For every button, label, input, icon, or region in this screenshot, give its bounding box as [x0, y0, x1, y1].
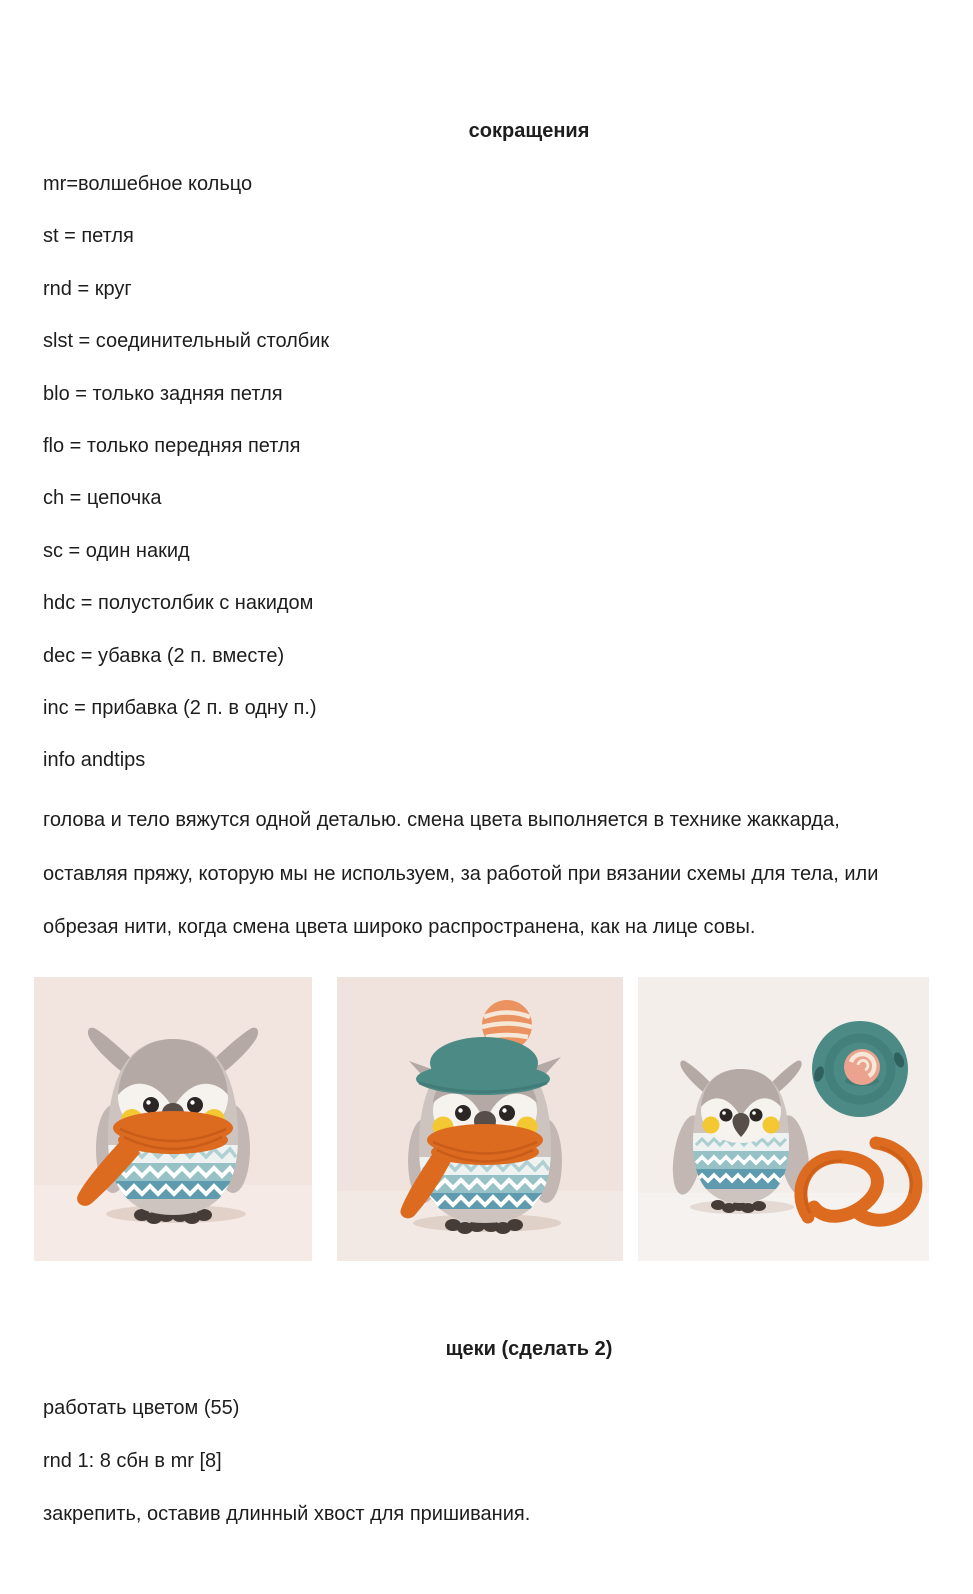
cheeks-instructions — [43, 1396, 953, 1555]
abbreviation-line: sc = один накид — [43, 539, 190, 562]
cheek-left — [703, 1117, 720, 1134]
eye-left — [455, 1105, 471, 1121]
abbreviation-line: dec = убавка (2 п. вместе) — [43, 644, 285, 667]
info-paragraph-line: обрезая нити, когда смена цвета широко распространена, как на лице совы. — [43, 916, 756, 939]
owl-and-accessories-illustration — [638, 977, 929, 1261]
beret-flat — [812, 1021, 908, 1117]
owl-with-scarf-illustration — [34, 977, 312, 1261]
photo-owl-with-accessories-laid-out — [638, 977, 929, 1261]
eye-right — [750, 1109, 763, 1122]
abbreviation-line: flo = только передняя петля — [43, 434, 301, 457]
eye-right — [499, 1105, 515, 1121]
abbreviation-line: ch = цепочка — [43, 487, 162, 510]
abbreviation-line: mr=волшебное кольцо — [43, 173, 253, 195]
beret-brim — [416, 1063, 550, 1095]
eye-left — [143, 1097, 159, 1113]
abbreviation-line: rnd = круг — [43, 277, 132, 300]
abbreviations-title: сокращения — [468, 120, 590, 142]
abbreviation-line: hdc = полустолбик с накидом — [43, 592, 314, 615]
info-paragraph — [43, 808, 953, 969]
abbreviation-line: info andtips — [43, 749, 146, 772]
eye-right — [187, 1097, 203, 1113]
info-paragraph-line: голова и тело вяжутся одной деталью. смена цвета выполняется в технике жаккарда, — [43, 809, 840, 831]
cheek-right — [763, 1117, 780, 1134]
photo-owl-with-scarf — [34, 977, 312, 1261]
abbreviation-line: slst = соединительный столбик — [43, 330, 330, 353]
abbreviations-list — [43, 172, 953, 801]
photo-owl-with-beret-and-scarf — [337, 977, 623, 1261]
cheeks-instruction-line: закрепить, оставив длинный хвост для пришивания. — [43, 1503, 531, 1525]
cheeks-title: щеки (сделать 2) — [445, 1338, 613, 1360]
abbreviation-line: inc = прибавка (2 п. в одну п.) — [43, 696, 317, 719]
abbreviation-line: blo = только задняя петля — [43, 382, 283, 405]
cheeks-instruction-line: работать цветом (55) — [43, 1397, 240, 1419]
owl-with-beret-illustration — [337, 977, 623, 1261]
info-paragraph-line: оставляя пряжу, которую мы не используем, за работой при вязании схемы для тела, или — [43, 862, 879, 885]
abbreviation-line: st = петля — [43, 225, 134, 248]
cheeks-instruction-line: rnd 1: 8 сбн в mr [8] — [43, 1450, 222, 1472]
eye-left — [720, 1109, 733, 1122]
